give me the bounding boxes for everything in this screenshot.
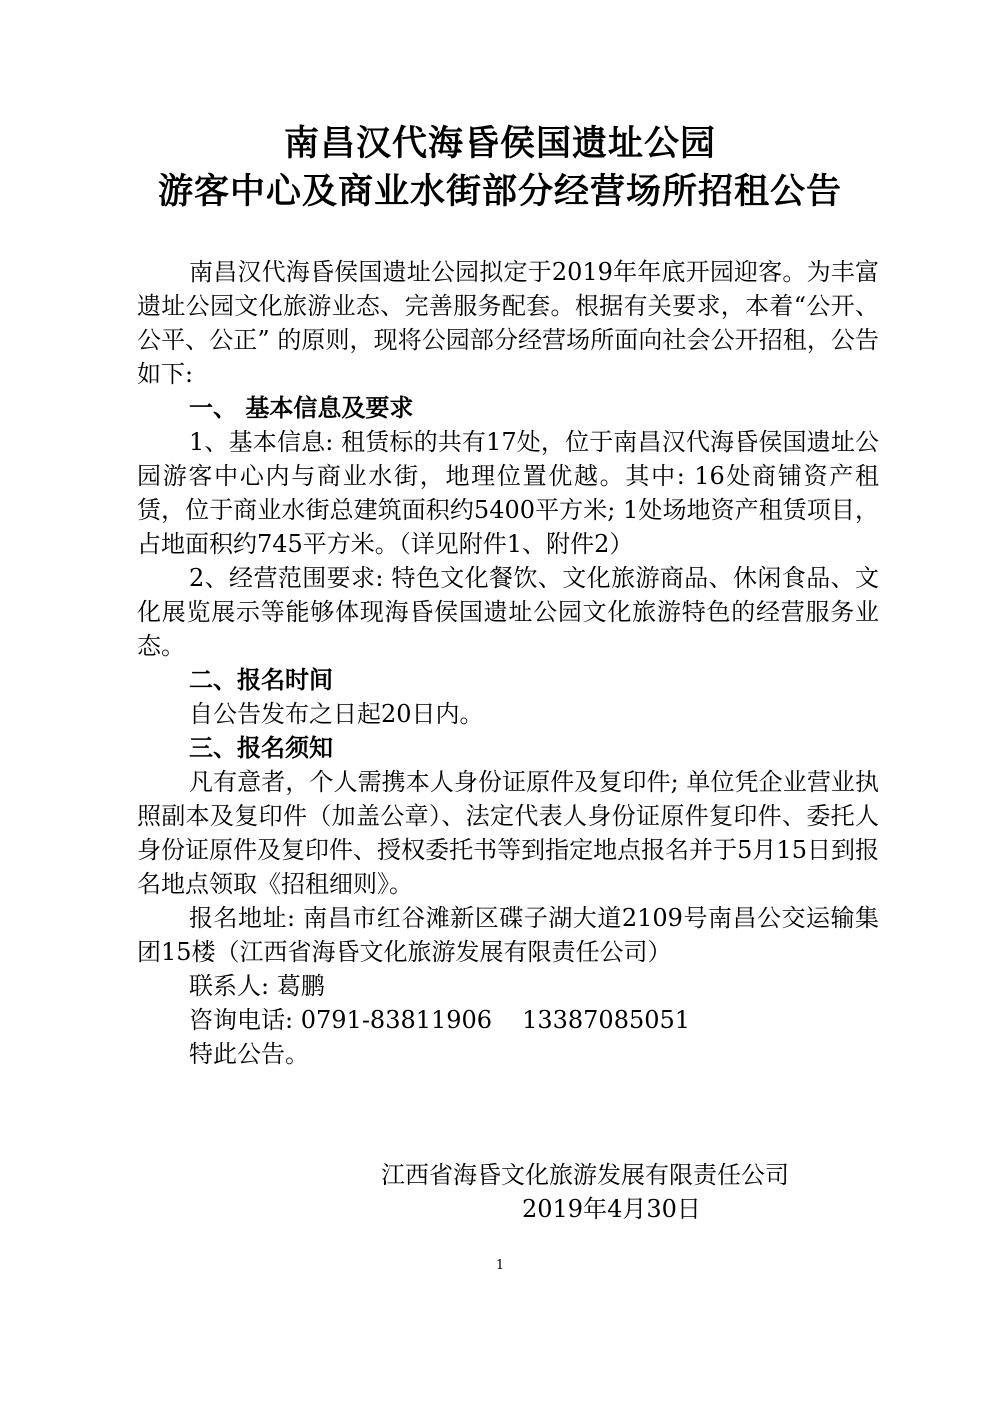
section-1-heading: 一、 基本信息及要求 — [189, 394, 414, 422]
registration-period: 自公告发布之日起20日内。 — [189, 700, 484, 728]
section-3-heading: 三、报名须知 — [189, 734, 333, 762]
section-2-heading: 二、报名时间 — [189, 666, 333, 694]
consultation-phone — [137, 1003, 879, 1037]
title-line-1: 南昌汉代海昏侯国遗址公园 — [283, 124, 716, 164]
closing-remark: 特此公告。 — [189, 1040, 309, 1068]
signature-date: 2019年4月30日 — [522, 1195, 701, 1223]
signature-company: 江西省海昏文化旅游发展有限责任公司 — [381, 1161, 789, 1189]
contact-person: 联系人: 葛鹏 — [189, 972, 325, 1000]
phone-number-landline: 0791-83811906 — [300, 1006, 493, 1034]
basic-info-paragraph: 1、基本信息: 租赁标的共有17处，位于南昌汉代海昏侯国遗址公园游客中心内与商业水街，地理位置优越。其中: 16处商铺资产租赁，位于商业水街总建筑面积约5400平方米; 1处场地资产租赁项目，占地面积约745平方米。（详见附件1、附件2） — [137, 428, 879, 558]
document-body — [137, 255, 879, 1071]
title-line-2: 游客中心及商业水街部分经营场所招租公告 — [157, 172, 842, 212]
registration-address: 报名地址: 南昌市红谷滩新区碟子湖大道2109号南昌公交运输集团15楼（江西省海昏文化旅游发展有限责任公司） — [137, 904, 879, 966]
page-number: 1 — [495, 1258, 505, 1273]
intro-paragraph: 南昌汉代海昏侯国遗址公园拟定于2019年年底开园迎客。为丰富遗址公园文化旅游业态、完善服务配套。根据有关要求，本着“公开、公平、公正” 的原则，现将公园部分经营场所面向社会公开招租，公告如下: — [137, 258, 879, 388]
registration-notice-paragraph: 凡有意者，个人需携本人身份证原件及复印件; 单位凭企业营业执照副本及复印件（加盖公章）、法定代表人身份证原件复印件、委托人身份证原件及复印件、授权委托书等到指定地点报名并于5月15日到报名地点领取《招租细则》。 — [137, 768, 879, 898]
phone-label: 咨询电话: — [189, 1006, 294, 1034]
business-scope-paragraph: 2、经营范围要求: 特色文化餐饮、文化旅游商品、休闲食品、文化展览展示等能够体现海昏侯国遗址公园文化旅游特色的经营服务业态。 — [137, 564, 879, 660]
phone-number-mobile: 13387085051 — [522, 1006, 691, 1034]
